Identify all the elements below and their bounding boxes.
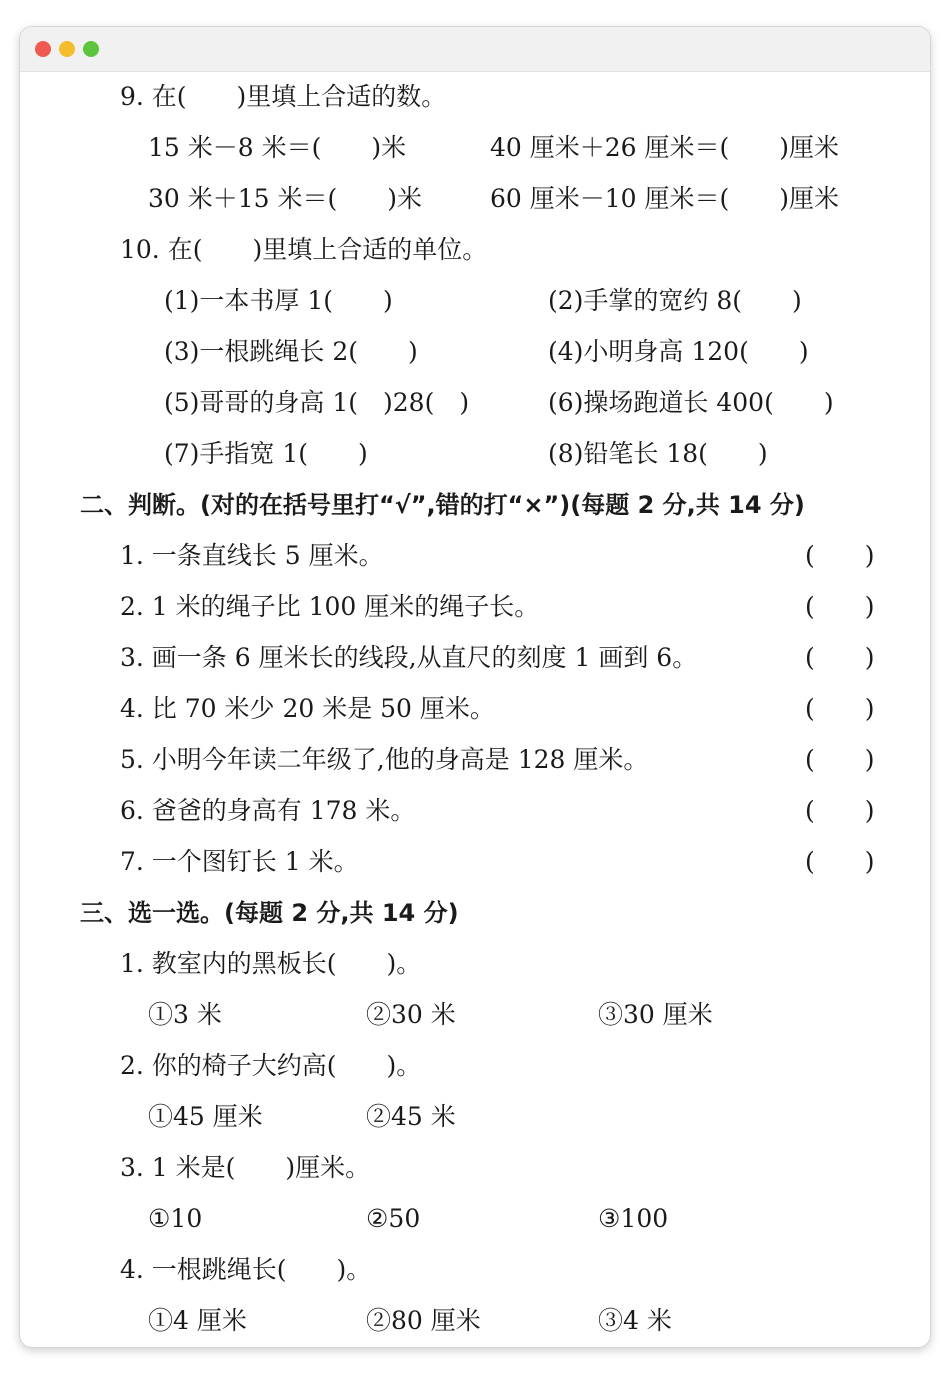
q9-item: 60 厘米－10 厘米＝( )厘米: [490, 184, 840, 213]
answer-blank[interactable]: ( ): [805, 847, 875, 876]
answer-blank[interactable]: ( ): [805, 541, 875, 570]
choice-option[interactable]: ②30 米: [366, 1000, 456, 1029]
choice-option[interactable]: ③100: [598, 1204, 669, 1233]
q9-item: 40 厘米＋26 厘米＝( )厘米: [490, 133, 840, 162]
judge-item: 7. 一个图钉长 1 米。: [120, 847, 359, 876]
close-window-button[interactable]: [35, 41, 51, 57]
judge-item: 5. 小明今年读二年级了,他的身高是 128 厘米。: [120, 745, 649, 774]
q9-item: 30 米＋15 米＝( )米: [148, 184, 423, 213]
q10-item: (2)手掌的宽约 8( ): [548, 286, 802, 315]
q10-item: (1)一本书厚 1( ): [164, 286, 393, 315]
q10-item: (3)一根跳绳长 2( ): [164, 337, 418, 366]
answer-blank[interactable]: ( ): [805, 694, 875, 723]
choice-option[interactable]: ②80 厘米: [366, 1306, 481, 1335]
judge-item: 2. 1 米的绳子比 100 厘米的绳子长。: [120, 592, 540, 621]
judge-item: 6. 爸爸的身高有 178 米。: [120, 796, 416, 825]
choice-question: 3. 1 米是( )厘米。: [120, 1153, 371, 1182]
choice-option[interactable]: ③30 厘米: [598, 1000, 713, 1029]
choice-option[interactable]: ①45 厘米: [148, 1102, 263, 1131]
maximize-window-button[interactable]: [83, 41, 99, 57]
app-window: [20, 27, 930, 1347]
answer-blank[interactable]: ( ): [805, 643, 875, 672]
choice-question: 2. 你的椅子大约高( )。: [120, 1051, 422, 1080]
choice-option[interactable]: ②45 米: [366, 1102, 456, 1131]
q10-item: (6)操场跑道长 400( ): [548, 388, 834, 417]
q10-item: (8)铅笔长 18( ): [548, 439, 768, 468]
choice-option[interactable]: ③4 米: [598, 1306, 672, 1335]
q10-title: 10. 在( )里填上合适的单位。: [120, 235, 488, 264]
section2-heading: 二、判断。(对的在括号里打“√”,错的打“×”)(每题 2 分,共 14 分): [80, 491, 805, 519]
choice-option[interactable]: ①3 米: [148, 1000, 222, 1029]
answer-blank[interactable]: ( ): [805, 745, 875, 774]
q10-item: (4)小明身高 120( ): [548, 337, 809, 366]
choice-question: 4. 一根跳绳长( )。: [120, 1255, 372, 1284]
section3-heading: 三、选一选。(每题 2 分,共 14 分): [80, 899, 459, 927]
q9-title: 9. 在( )里填上合适的数。: [120, 82, 447, 111]
choice-option[interactable]: ①4 厘米: [148, 1306, 247, 1335]
q10-item: (5)哥哥的身高 1( )28( ): [164, 388, 470, 417]
choice-option[interactable]: ②50: [366, 1204, 421, 1233]
judge-item: 1. 一条直线长 5 厘米。: [120, 541, 384, 570]
choice-question: 1. 教室内的黑板长( )。: [120, 949, 422, 978]
judge-item: 3. 画一条 6 厘米长的线段,从直尺的刻度 1 画到 6。: [120, 643, 698, 672]
answer-blank[interactable]: ( ): [805, 592, 875, 621]
minimize-window-button[interactable]: [59, 41, 75, 57]
answer-blank[interactable]: ( ): [805, 796, 875, 825]
title-bar: [20, 27, 930, 72]
choice-option[interactable]: ①10: [148, 1204, 203, 1233]
worksheet-page: [20, 71, 930, 1347]
q9-item: 15 米－8 米＝( )米: [148, 133, 407, 162]
judge-item: 4. 比 70 米少 20 米是 50 厘米。: [120, 694, 495, 723]
q10-item: (7)手指宽 1( ): [164, 439, 368, 468]
